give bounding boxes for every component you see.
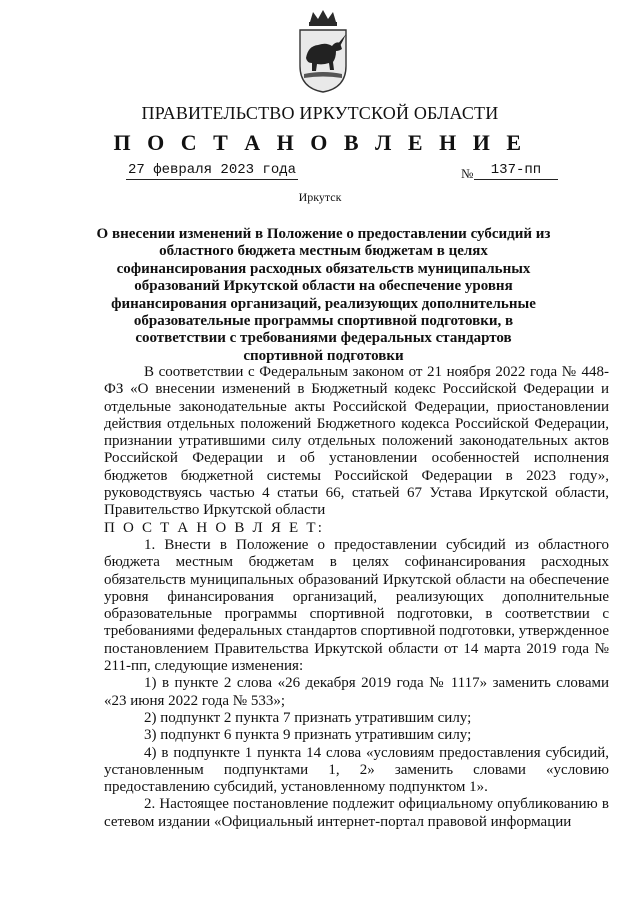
government-name: ПРАВИТЕЛЬСТВО ИРКУТСКОЙ ОБЛАСТИ	[141, 103, 499, 123]
document-date: 27 февраля 2023 года	[128, 162, 297, 178]
sub-item-4: 4) в подпункте 1 пункта 14 слова «условиям предоставления субсидий, установленным подпунктами 1, 2» заменить словами «условию предоставлению субсидий, установленному подпунктом 1».	[104, 744, 609, 796]
irkutsk-coat-of-arms-icon	[296, 8, 350, 94]
preamble-paragraph: В соответствии с Федеральным законом от 21 ноября 2022 года № 448-ФЗ «О внесении изменений в Бюджетный кодекс Российской Федерации и отдельные законодательные акты Российской Федерации, приостановлении действия отдельных положений Бюджетного кодекса Российской Федерации, признании утратившими силу отдельных положений законодательных актов Российской Федерации и об установлении особенностей исполнения бюджетов бюджетной системы Российской Федерации в 2023 году», руководствуясь частью 4 статьи 66, статьей 67 Устава Иркутской области, Правительство Иркутской области	[104, 364, 609, 519]
sub-item-3: 3) подпункт 6 пункта 9 признать утратившим силу;	[144, 727, 472, 744]
document-type: П О С Т А Н О В Л Е Н И Е	[113, 130, 527, 155]
document-number: 137-пп	[474, 162, 558, 180]
item-1-paragraph: 1. Внести в Положение о предоставлении субсидий из областного бюджета местным бюджетам в целях софинансирования расходных обязательств муниципальных образований Иркутской области на обеспечение уровня финансирования организаций, реализующих дополнительные образовательные программы спортивной подготовки, в соответствии с требованиями федеральных стандартов спортивной подготовки, утвержденное постановлением Правительства Иркутской области от 14 марта 2019 года № 211-пп, следующие изменения:	[104, 536, 609, 675]
document-title: О внесении изменений в Положение о предоставлении субсидий из областного бюджета местным бюджетам в целях софинансирования расходных обязательств муниципальных образований Иркутской области на обеспечение уровня финансирования организаций, реализующих дополнительные образовательные программы спортивной подготовки, в соответствии с требованиями федеральных стандартов спортивной подготовки	[96, 226, 551, 364]
sub-item-1: 1) в пункте 2 слова «26 декабря 2019 года № 1117» заменить словами «23 июня 2022 года № 533»;	[104, 675, 609, 709]
resolves-line: П О С Т А Н О В Л Я Е Т:	[104, 519, 325, 536]
city: Иркутск	[298, 190, 342, 204]
document-body	[104, 364, 609, 831]
number-label: №	[461, 166, 474, 181]
item-2-paragraph: 2. Настоящее постановление подлежит официальному опубликованию в сетевом издании «Официальный интернет-портал правовой информации	[104, 796, 609, 830]
sub-item-2: 2) подпункт 2 пункта 7 признать утратившим силу;	[144, 709, 472, 726]
